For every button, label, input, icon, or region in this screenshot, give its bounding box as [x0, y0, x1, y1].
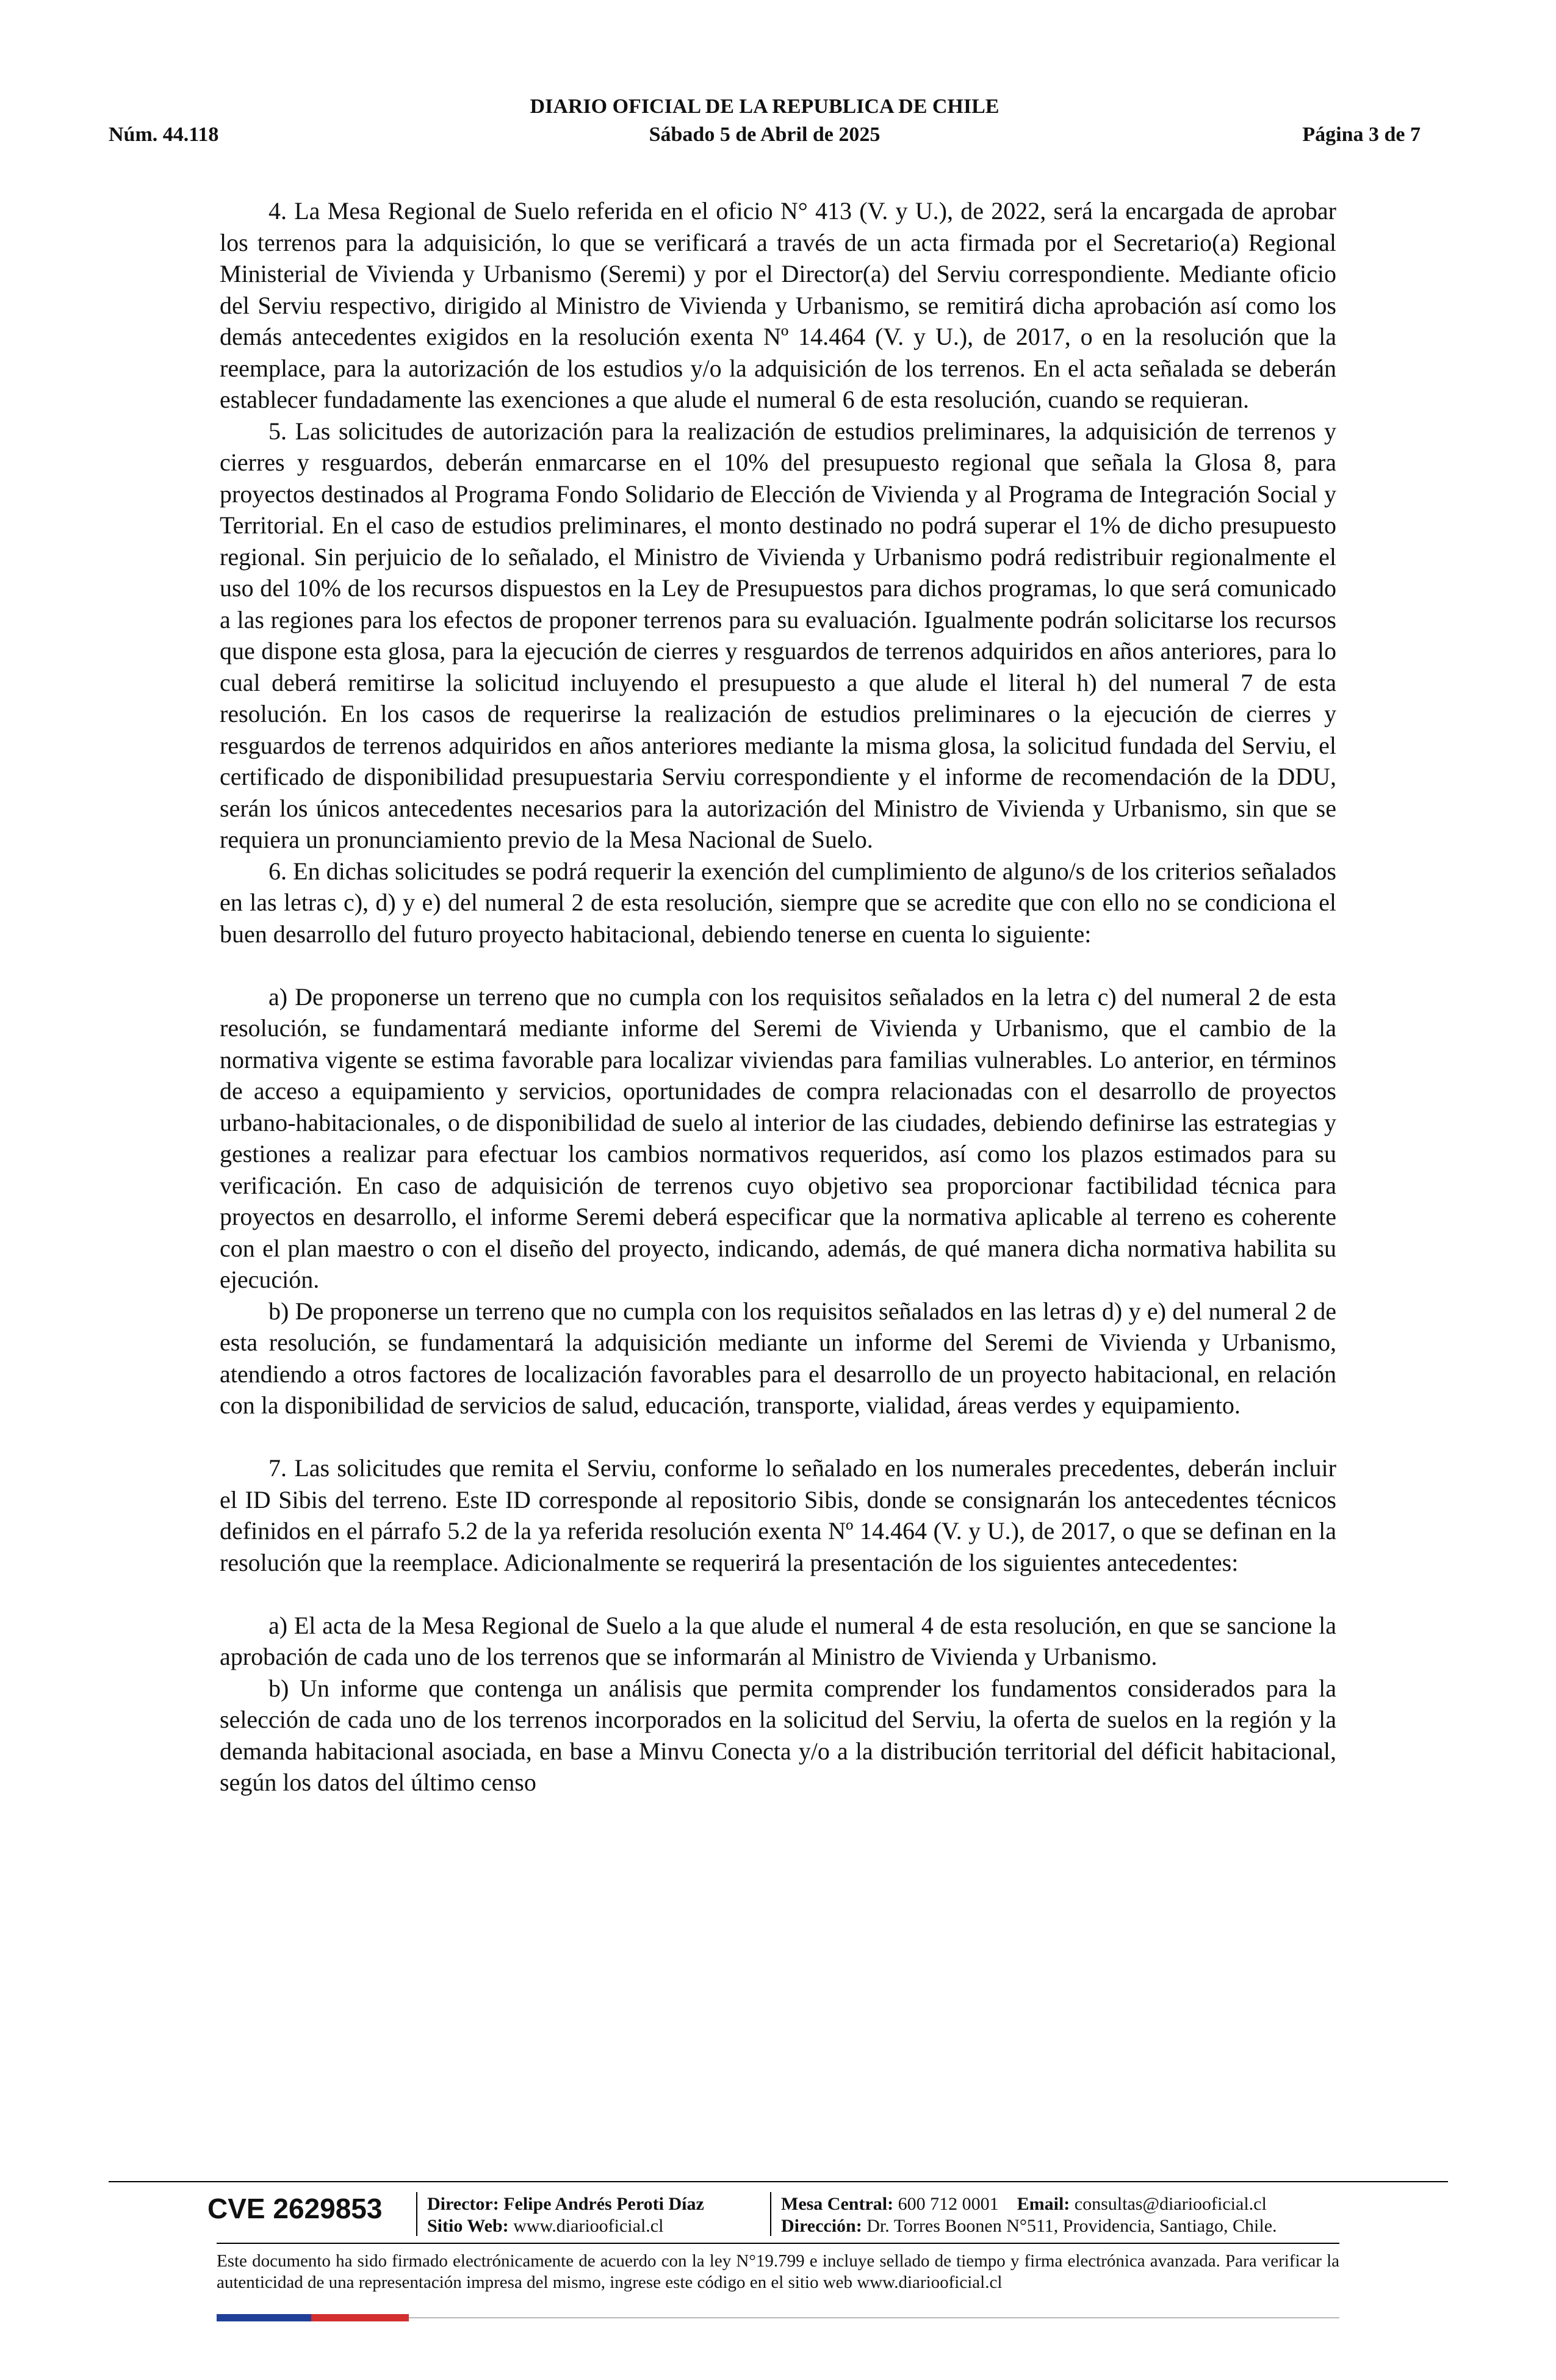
footer-director-block — [427, 2193, 704, 2237]
footer-contact-block — [781, 2193, 1277, 2237]
director-name: Felipe Andrés Peroti Díaz — [503, 2194, 704, 2214]
document-body — [220, 195, 1336, 1798]
paragraph-4: 4. La Mesa Regional de Suelo referida en el oficio N° 413 (V. y U.), de 2022, será la encargada de aprobar los terrenos para la adquisición, lo que se verificará a través de un acta firmada por el Secretario(a) Regional Ministerial de Vivienda y Urbanismo (Seremi) y por el Director(a) del Serviu correspondiente. Mediante oficio del Serviu respectivo, dirigido al Ministro de Vivienda y Urbanismo, se remitirá dicha aprobación así como los demás antecedentes exigidos en la resolución exenta Nº 14.464 (V. y U.), de 2017, o en la resolución que la reemplace, para la autorización de los estudios y/o la adquisición de los terrenos. En el acta señalada se deberán establecer fundadamente las exenciones a que alude el numeral 6 de esta resolución, cuando se requieran. — [220, 197, 1336, 413]
email-label: Email: — [1017, 2194, 1070, 2214]
paragraph-7a: a) El acta de la Mesa Regional de Suelo a la que alude el numeral 4 de esta resolución, en que se sancione la aprobación de cada uno de los terrenos que se informarán al Ministro de Vivienda y Urbanismo. — [220, 1611, 1336, 1670]
phone-label: Mesa Central: — [781, 2194, 894, 2214]
website-label: Sitio Web: — [427, 2216, 509, 2236]
issue-date: Sábado 5 de Abril de 2025 — [649, 123, 881, 146]
flag-stripe-blue — [217, 2314, 311, 2321]
address-label: Dirección: — [781, 2216, 862, 2236]
paragraph-6a: a) De proponerse un terreno que no cumpla con los requisitos señalados en la letra c) del numeral 2 de esta resolución, se fundamentará mediante informe del Seremi de Vivienda y Urbanismo, que el cambio de la normativa vigente se estima favorable para localizar viviendas para familias vulnerables. Lo anterior, en términos de acceso a equipamiento y servicios, oportunidades de compra relacionadas con el desarrollo de proyectos urbano-habitacionales, o de disponibilidad de suelo al interior de las ciudades, debiendo definirse las estrategias y gestiones a realizar para efectuar los cambios normativos requeridos, así como los plazos estimados para su verificación. En caso de adquisición de terrenos cuyo objetivo sea proporcionar factibilidad técnica para proyectos en desarrollo, el informe Seremi deberá especificar que la normativa aplicable al terreno es coherente con el plan maestro o con el diseño del proyecto, indicando, además, de qué manera dicha normativa habilita su ejecución. — [220, 983, 1336, 1293]
paragraph-6: 6. En dichas solicitudes se podrá requerir la exención del cumplimiento de alguno/s de los criterios señalados en las letras c), d) y e) del numeral 2 de esta resolución, siempre que se acredite que con ello no se condiciona el buen desarrollo del futuro proyecto habitacional, debiendo tenerse en cuenta lo siguiente: — [220, 857, 1336, 948]
cve-code: CVE 2629853 — [207, 2193, 383, 2224]
legal-notice: Este documento ha sido firmado electrónicamente de acuerdo con la ley N°19.799 e incluye sellado de tiempo y firma electrónica avanzada. Para verificar la autenticidad de una representación impresa del mismo, ingrese este código en el sitio web www.diariooficial.cl — [217, 2251, 1339, 2292]
director-label: Director: — [427, 2194, 499, 2214]
paragraph-7b: b) Un informe que contenga un análisis que permita comprender los fundamentos considerados para la selección de cada uno de los terrenos incorporados en la solicitud del Serviu, la oferta de suelos en la región y la demanda habitacional asociada, en base a Minvu Conecta y/o a la distribución territorial del déficit habitacional, según los datos del último censo — [220, 1674, 1336, 1796]
paragraph-6b: b) De proponerse un terreno que no cumpla con los requisitos señalados en las letras d) y e) del numeral 2 de esta resolución, se fundamentará la adquisición mediante un informe del Seremi de Vivienda y Urbanismo, atendiendo a otros factores de localización favorables para el desarrollo de un proyecto habitacional, en relación con la disponibilidad de servicios de salud, educación, transporte, vialidad, áreas verdes y equipamiento. — [220, 1297, 1336, 1419]
email-link[interactable]: consultas@diariooficial.cl — [1074, 2194, 1267, 2214]
paragraph-5: 5. Las solicitudes de autorización para la realización de estudios preliminares, la adquisición de terrenos y cierres y resguardos, deberán enmarcarse en el 10% del presupuesto regional que señala la Glosa 8, para proyectos destinados al Programa Fondo Solidario de Elección de Vivienda y al Programa de Integración Social y Territorial. En el caso de estudios preliminares, el monto destinado no podrá superar el 1% de dicho presupuesto regional. Sin perjuicio de lo señalado, el Ministro de Vivienda y Urbanismo podrá redistribuir regionalmente el uso del 10% de los recursos dispuestos en la Ley de Presupuestos para dichos programas, lo que será comunicado a las regiones para los efectos de proponer terrenos para su evaluación. Igualmente podrán solicitarse los recursos que dispone esta glosa, para la ejecución de cierres y resguardos de terrenos adquiridos en años anteriores, para lo cual deberá remitirse la solicitud incluyendo el presupuesto a que alude el literal h) del numeral 7 de esta resolución. En los casos de requerirse la realización de estudios preliminares o la ejecución de cierres y resguardos de terrenos adquiridos en años anteriores mediante la misma glosa, la solicitud fundada del Serviu, el certificado de disponibilidad presupuestaria Serviu correspondiente y el informe de recomendación de la DDU, serán los únicos antecedentes necesarios para la autorización del Ministro de Vivienda y Urbanismo, sin que se requiera un pronunciamiento previo de la Mesa Nacional de Suelo. — [220, 417, 1336, 853]
footer-separator — [416, 2192, 417, 2236]
address-value: Dr. Torres Boonen N°511, Providencia, Santiago, Chile. — [866, 2216, 1277, 2236]
publication-title: DIARIO OFICIAL DE LA REPUBLICA DE CHILE — [530, 95, 1000, 118]
issue-number: Núm. 44.118 — [109, 123, 219, 146]
flag-stripe-line — [409, 2317, 1339, 2318]
footer-separator — [770, 2192, 771, 2236]
phone-number: 600 712 0001 — [898, 2194, 999, 2214]
footer-divider — [217, 2243, 1339, 2244]
footer-divider — [109, 2181, 1448, 2182]
page-indicator: Página 3 de 7 — [1302, 123, 1421, 146]
paragraph-7: 7. Las solicitudes que remita el Serviu, conforme lo señalado en los numerales precedentes, deberán incluir el ID Sibis del terreno. Este ID corresponde al repositorio Sibis, donde se consignarán los antecedentes técnicos definidos en el párrafo 5.2 de la ya referida resolución exenta Nº 14.464 (V. y U.), de 2017, o que se definan en la resolución que la reemplace. Adicionalmente se requerirá la presentación de los siguientes antecedentes: — [220, 1454, 1336, 1576]
page-header — [109, 92, 1421, 153]
flag-stripe-red — [311, 2314, 409, 2321]
website-link[interactable]: www.diariooficial.cl — [513, 2216, 664, 2236]
